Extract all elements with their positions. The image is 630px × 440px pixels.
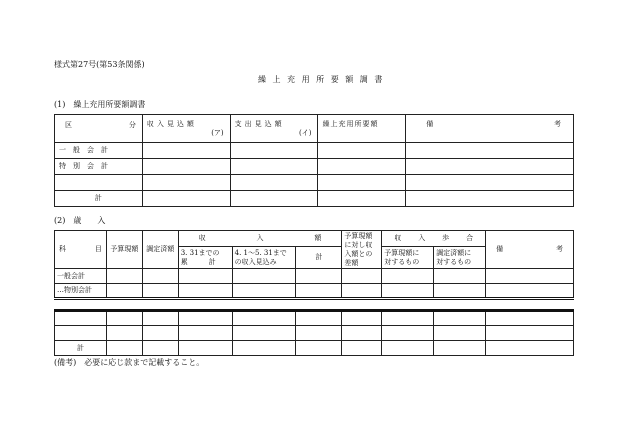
header-kubun xyxy=(55,115,143,143)
income-label: 収入見込額 xyxy=(146,119,197,128)
receipt-char-c: 額 xyxy=(314,234,322,242)
row-total-label: 計 xyxy=(55,191,143,207)
vsbudget-line-a: 予算現額に xyxy=(384,248,420,257)
section2-table xyxy=(54,230,574,356)
header-income xyxy=(142,115,230,143)
section2-heading: (2) 歳 入 xyxy=(54,216,106,225)
biko2-left-char: 備 xyxy=(496,245,504,253)
table-row xyxy=(55,284,574,299)
income-sub-label: (ア) xyxy=(211,128,224,137)
kamoku-left-char: 科 xyxy=(59,245,66,253)
table-row xyxy=(55,341,574,356)
gap-row xyxy=(55,299,574,311)
biko-left-char: 備 xyxy=(426,120,434,128)
ratio-char-b: 入 xyxy=(418,234,426,242)
row-label: 一 般 会 計 xyxy=(55,143,143,159)
header-receipt-group xyxy=(178,231,342,247)
header-kamoku xyxy=(55,231,107,269)
kubun-left-char: 区 xyxy=(65,121,72,129)
section1-heading: (1) 繰上充用所要額調書 xyxy=(54,100,146,109)
diff-line-c: 入額との xyxy=(344,249,373,258)
header-by-331 xyxy=(178,247,232,269)
diff-line-a: 予算現額 xyxy=(344,231,373,240)
ratio-char-a: 収 xyxy=(394,234,402,242)
table-row xyxy=(55,311,574,326)
diff-line-d: 差額 xyxy=(344,258,359,267)
header-adjusted: 調定済額 xyxy=(142,231,178,269)
vsadjusted-line-a: 調定済額に xyxy=(436,248,472,257)
by331-line-a: 3. 31までの xyxy=(180,248,220,257)
table-row xyxy=(55,191,574,207)
kamoku-right-char: 目 xyxy=(94,245,102,253)
expense-sub-label: (イ) xyxy=(299,128,312,137)
biko2-right-char: 考 xyxy=(556,245,563,253)
row-label xyxy=(55,175,143,191)
row-label: 一般会計 xyxy=(55,269,107,284)
section1-table xyxy=(54,114,574,207)
biko-right-char: 考 xyxy=(554,120,561,128)
expense-label: 支出見込額 xyxy=(234,119,285,128)
header-expense xyxy=(230,115,318,143)
document-title: 繰 上 充 用 所 要 額 調 書 xyxy=(258,75,385,84)
header-required xyxy=(318,115,406,143)
ratio-char-d: 合 xyxy=(466,234,474,242)
row-total-label: 計 xyxy=(55,341,107,356)
vsbudget-line-b: 対するもの xyxy=(384,257,420,266)
header-ratio-group xyxy=(382,231,486,247)
header-budget: 予算現額 xyxy=(106,231,142,269)
by331-line-b: 累 計 xyxy=(180,257,216,266)
table-row xyxy=(55,326,574,341)
row-label: …物別会計 xyxy=(55,284,107,299)
aprmay-line-b: の収入見込み xyxy=(234,257,277,266)
kubun-right-char: 分 xyxy=(128,121,136,129)
vsadjusted-line-b: 対するもの xyxy=(436,257,472,266)
table-row xyxy=(55,143,574,159)
diff-line-b: に対し収 xyxy=(344,240,373,249)
receipt-char-a: 収 xyxy=(198,234,206,242)
required-label: 繰上充用所要額 xyxy=(322,120,379,128)
header-biko2 xyxy=(486,231,574,269)
form-number: 様式第27号(第53条関係) xyxy=(54,60,145,69)
header-apr-may xyxy=(232,247,296,269)
header-total: 計 xyxy=(296,247,342,269)
receipt-char-b: 入 xyxy=(256,234,264,242)
table-row xyxy=(55,269,574,284)
ratio-char-c: 歩 xyxy=(442,234,450,242)
header-vs-adjusted xyxy=(434,247,486,269)
note: (備考) 必要に応じ款まで記載すること。 xyxy=(54,358,205,367)
header-biko xyxy=(406,115,574,143)
header-vs-budget xyxy=(382,247,434,269)
table-row xyxy=(55,175,574,191)
row-label: 特 別 会 計 xyxy=(55,159,143,175)
table-row xyxy=(55,159,574,175)
header-diff xyxy=(342,231,382,269)
aprmay-line-a: 4. 1～5. 31まで xyxy=(234,248,287,257)
